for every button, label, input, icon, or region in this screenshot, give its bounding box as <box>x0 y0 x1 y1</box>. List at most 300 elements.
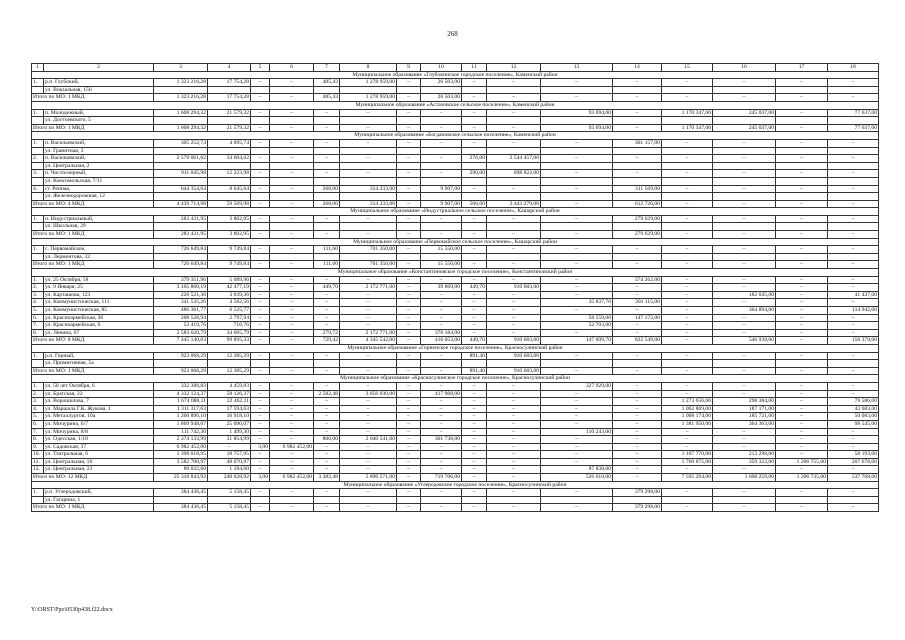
value-cell <box>462 253 487 261</box>
value-cell: – <box>251 405 270 413</box>
address-cell: р.п. Углеродовский, <box>44 489 154 497</box>
value-cell <box>662 117 713 125</box>
value-cell <box>613 253 662 261</box>
value-cell: – <box>613 352 662 360</box>
table-row <box>32 246 879 254</box>
value-cell: 384 436,45 <box>154 489 208 497</box>
municipality-heading: Муниципальное образование «Глубокинское городское поселение», Каменский район <box>32 71 879 79</box>
value-cell: 2 544 457,00 <box>487 155 541 163</box>
table-row <box>32 314 879 322</box>
address-cell: с. Первомайское, <box>44 246 154 254</box>
value-cell: – <box>421 451 462 459</box>
section-heading-row <box>32 238 879 246</box>
column-number: 3 <box>154 64 208 72</box>
value-cell: – <box>340 314 397 322</box>
value-cell: – <box>462 291 487 299</box>
value-cell <box>613 496 662 504</box>
value-cell: 283 431,95 <box>154 215 208 223</box>
value-cell: – <box>340 398 397 406</box>
section-heading-row <box>32 375 879 383</box>
value-cell: – <box>613 443 662 451</box>
total-cell: – <box>541 231 613 239</box>
value-cell: 279 629,00 <box>613 215 662 223</box>
total-cell: 3,00 <box>251 474 270 482</box>
value-cell: – <box>613 155 662 163</box>
value-cell <box>776 86 828 94</box>
total-cell: – <box>270 504 314 512</box>
total-cell: – <box>487 124 541 132</box>
total-cell: 612 726,00 <box>613 200 662 208</box>
value-cell: – <box>487 322 541 330</box>
value-cell <box>776 496 828 504</box>
value-cell: 2 579 061,62 <box>154 155 208 163</box>
value-cell: – <box>828 170 879 178</box>
value-cell: – <box>462 307 487 315</box>
total-cell: – <box>662 337 713 345</box>
municipality-heading: Муниципальное образование «Индустриальное сельское поселение», Кашарский район <box>32 208 879 216</box>
value-cell: – <box>613 109 662 117</box>
value-cell <box>613 177 662 185</box>
value-cell: 35 837,70 <box>541 299 613 307</box>
value-cell: – <box>340 170 397 178</box>
municipality-heading: Муниципальное образование «Астаховское сельское поселение», Каменский район <box>32 101 879 109</box>
total-cell: 111,60 <box>314 261 340 269</box>
value-cell: – <box>270 458 314 466</box>
value-cell <box>541 360 613 368</box>
value-cell: – <box>828 185 879 193</box>
row-number: 6. <box>32 420 44 428</box>
total-cell: 5 158,45 <box>208 504 251 512</box>
value-cell <box>270 86 314 94</box>
value-cell: – <box>397 436 421 444</box>
value-cell: 3 165 800,19 <box>154 284 208 292</box>
total-cell: – <box>713 231 776 239</box>
value-cell <box>613 193 662 201</box>
value-cell: – <box>613 246 662 254</box>
value-cell: 311 569,00 <box>613 185 662 193</box>
value-cell: – <box>270 352 314 360</box>
total-cell: – <box>487 474 541 482</box>
total-cell: 240 028,92 <box>208 474 251 482</box>
value-cell: – <box>462 329 487 337</box>
total-cell: – <box>828 231 879 239</box>
value-cell: – <box>340 413 397 421</box>
value-cell: – <box>613 322 662 330</box>
total-cell: 416 053,00 <box>421 337 462 345</box>
value-cell: – <box>270 215 314 223</box>
value-cell: – <box>251 79 270 87</box>
row-number: 1. <box>32 109 44 117</box>
row-number <box>32 177 44 185</box>
value-cell <box>462 86 487 94</box>
value-cell: – <box>251 284 270 292</box>
column-number: 18 <box>828 64 879 72</box>
address-cell: ул. Центральная, 2 <box>44 162 154 170</box>
value-cell: – <box>541 307 613 315</box>
value-cell: – <box>462 428 487 436</box>
file-path-footer: Y:\ORST\Ppo\0530p438.f22.docx <box>31 607 113 613</box>
value-cell: – <box>828 284 879 292</box>
value-cell: – <box>421 276 462 284</box>
value-cell: – <box>462 139 487 147</box>
value-cell: – <box>397 276 421 284</box>
value-cell: 1 499,30 <box>208 428 251 436</box>
value-cell: 15 550,00 <box>421 246 462 254</box>
total-cell: 9 907,00 <box>421 200 462 208</box>
value-cell: 716,76 <box>208 322 251 330</box>
value-cell: – <box>776 466 828 474</box>
row-number: 11. <box>32 458 44 466</box>
total-cell: 77 637,00 <box>828 124 879 132</box>
total-cell: 283 431,95 <box>154 231 208 239</box>
address-cell: ул. Примитивная, 5а <box>44 360 154 368</box>
value-cell: – <box>487 215 541 223</box>
value-cell: – <box>462 185 487 193</box>
value-cell: 314 233,00 <box>340 185 397 193</box>
value-cell <box>662 496 713 504</box>
value-cell <box>251 223 270 231</box>
value-cell <box>340 117 397 125</box>
value-cell: – <box>397 185 421 193</box>
total-cell: – <box>662 94 713 102</box>
municipality-heading: Муниципальное образование «Первомайское сельское поселение», Кашарский район <box>32 238 879 246</box>
value-cell <box>713 223 776 231</box>
value-cell: 923 068,29 <box>154 352 208 360</box>
value-cell: – <box>713 185 776 193</box>
value-cell: – <box>251 420 270 428</box>
total-cell: 17 754,28 <box>208 94 251 102</box>
value-cell: – <box>662 390 713 398</box>
row-number: 3. <box>32 398 44 406</box>
value-cell <box>828 162 879 170</box>
value-cell: 364 363,00 <box>713 420 776 428</box>
value-cell: 1 381 950,00 <box>662 420 713 428</box>
value-cell: 1 170 347,00 <box>662 109 713 117</box>
value-cell: – <box>828 155 879 163</box>
total-cell: – <box>776 504 828 512</box>
table-row <box>32 443 879 451</box>
value-cell <box>462 223 487 231</box>
value-cell <box>314 223 340 231</box>
total-cell: 485,43 <box>314 94 340 102</box>
value-cell: 213 298,00 <box>713 451 776 459</box>
value-cell: – <box>541 443 613 451</box>
value-cell: 1 323 216,28 <box>154 79 208 87</box>
address-cell: ул. 9 Января, 25 <box>44 284 154 292</box>
total-cell: 59 569,98 <box>208 200 251 208</box>
table-row <box>32 284 879 292</box>
value-cell: 26 503,00 <box>421 79 462 87</box>
total-cell: 729,42 <box>314 337 340 345</box>
value-cell: – <box>462 458 487 466</box>
total-cell: 21 579,32 <box>208 124 251 132</box>
value-cell: – <box>397 398 421 406</box>
row-number <box>32 360 44 368</box>
address-cell: п. Молодежный, <box>44 109 154 117</box>
value-cell: 87 838,00 <box>541 466 613 474</box>
value-cell: – <box>828 322 879 330</box>
total-cell: – <box>828 94 879 102</box>
value-cell: 910 683,00 <box>487 284 541 292</box>
value-cell <box>421 86 462 94</box>
address-continuation-row <box>32 496 879 504</box>
total-cell: – <box>462 261 487 269</box>
value-cell: – <box>251 109 270 117</box>
value-cell: – <box>340 291 397 299</box>
value-cell <box>154 177 208 185</box>
value-cell <box>662 147 713 155</box>
section-heading-row <box>32 344 879 352</box>
value-cell: 911 045,98 <box>154 170 208 178</box>
value-cell: – <box>776 79 828 87</box>
value-cell <box>340 162 397 170</box>
value-cell: 279,72 <box>314 329 340 337</box>
value-cell <box>828 496 879 504</box>
value-cell: – <box>314 314 340 322</box>
total-cell: 1 323 216,28 <box>154 94 208 102</box>
value-cell: – <box>421 458 462 466</box>
address-cell: ул. Достоевского, 5 <box>44 117 154 125</box>
value-cell: – <box>776 109 828 117</box>
value-cell: – <box>340 322 397 330</box>
value-cell: – <box>713 352 776 360</box>
value-cell: 18 757,95 <box>208 451 251 459</box>
value-cell: 2 172 771,00 <box>340 284 397 292</box>
value-cell: – <box>462 413 487 421</box>
value-cell: – <box>421 155 462 163</box>
value-cell: 48 070,97 <box>208 458 251 466</box>
value-cell <box>487 360 541 368</box>
address-cell: ул. Гранитная, 3 <box>44 147 154 155</box>
value-cell <box>541 177 613 185</box>
value-cell: – <box>713 443 776 451</box>
value-cell: 41 437,00 <box>828 291 879 299</box>
value-cell: – <box>462 390 487 398</box>
value-cell: 185 721,00 <box>713 413 776 421</box>
address-cell: ст. Репная, <box>44 185 154 193</box>
table-row <box>32 489 879 497</box>
total-cell: 822 549,00 <box>613 337 662 345</box>
value-cell: 485,43 <box>314 79 340 87</box>
value-cell: – <box>314 299 340 307</box>
total-cell: – <box>713 367 776 375</box>
total-cell: – <box>251 504 270 512</box>
value-cell: – <box>270 489 314 497</box>
value-cell <box>340 193 397 201</box>
value-cell: – <box>487 109 541 117</box>
value-cell <box>421 360 462 368</box>
value-cell: 1 107 770,00 <box>662 451 713 459</box>
total-cell: – <box>397 367 421 375</box>
value-cell: – <box>340 451 397 459</box>
value-cell: – <box>251 246 270 254</box>
value-cell: – <box>713 215 776 223</box>
value-cell: – <box>662 185 713 193</box>
value-cell: – <box>713 276 776 284</box>
value-cell: 22 462,11 <box>208 398 251 406</box>
value-cell: – <box>314 405 340 413</box>
column-number: 2 <box>44 64 154 72</box>
value-cell <box>828 147 879 155</box>
value-cell: – <box>270 246 314 254</box>
value-cell: – <box>541 139 613 147</box>
value-cell: – <box>541 390 613 398</box>
value-cell: 111 742,30 <box>154 428 208 436</box>
value-cell: 5 158,45 <box>208 489 251 497</box>
value-cell: – <box>776 352 828 360</box>
row-number: 5. <box>32 307 44 315</box>
value-cell <box>208 496 251 504</box>
address-cell: ул. Красноармейская, 36 <box>44 314 154 322</box>
value-cell: 9 907,00 <box>421 185 462 193</box>
value-cell: 79 586,00 <box>828 398 879 406</box>
total-cell: – <box>270 337 314 345</box>
value-cell: – <box>314 352 340 360</box>
value-cell: – <box>613 329 662 337</box>
value-cell <box>487 177 541 185</box>
municipality-heading: Муниципальное образование «Константиновское городское поселение», Константиновский район <box>32 269 879 277</box>
value-cell <box>314 177 340 185</box>
column-number: 15 <box>662 64 713 72</box>
value-cell <box>462 360 487 368</box>
address-continuation-row <box>32 86 879 94</box>
total-cell: 891,40 <box>462 367 487 375</box>
value-cell <box>340 177 397 185</box>
value-cell <box>713 193 776 201</box>
value-cell <box>662 162 713 170</box>
total-cell: – <box>828 504 879 512</box>
value-cell: – <box>662 215 713 223</box>
total-cell: – <box>776 94 828 102</box>
value-cell: – <box>462 276 487 284</box>
value-cell: – <box>662 276 713 284</box>
total-cell: 5 896 571,00 <box>340 474 397 482</box>
value-cell: – <box>662 307 713 315</box>
value-cell <box>154 496 208 504</box>
value-cell: – <box>462 322 487 330</box>
value-cell: – <box>251 314 270 322</box>
value-cell: – <box>713 382 776 390</box>
total-cell: – <box>270 200 314 208</box>
value-cell: 2 582,48 <box>314 390 340 398</box>
total-cell: – <box>397 94 421 102</box>
value-cell: – <box>270 390 314 398</box>
value-cell: – <box>270 413 314 421</box>
value-cell: 58 559,00 <box>541 314 613 322</box>
value-cell: – <box>397 155 421 163</box>
value-cell: 93 694,00 <box>541 109 613 117</box>
table-row <box>32 382 879 390</box>
value-cell <box>251 360 270 368</box>
total-cell: – <box>613 94 662 102</box>
value-cell: 800,00 <box>314 436 340 444</box>
value-cell: 301 738,00 <box>421 436 462 444</box>
value-cell: – <box>776 215 828 223</box>
value-cell: – <box>487 458 541 466</box>
value-cell <box>462 496 487 504</box>
value-cell: – <box>828 489 879 497</box>
value-cell: 34 604,62 <box>208 155 251 163</box>
value-cell: – <box>487 390 541 398</box>
address-cell: п. Васильевский, <box>44 139 154 147</box>
table-row <box>32 276 879 284</box>
total-cell: – <box>397 231 421 239</box>
value-cell <box>487 117 541 125</box>
total-cell: 15 550,00 <box>421 261 462 269</box>
value-cell: – <box>397 451 421 459</box>
row-number: 4. <box>32 185 44 193</box>
value-cell: – <box>397 420 421 428</box>
value-cell: – <box>487 185 541 193</box>
value-cell <box>462 117 487 125</box>
value-cell <box>487 86 541 94</box>
value-cell: 53 419,76 <box>154 322 208 330</box>
value-cell <box>421 496 462 504</box>
value-cell: – <box>397 428 421 436</box>
value-cell: – <box>270 466 314 474</box>
value-cell: – <box>613 436 662 444</box>
total-cell: 1 170 347,00 <box>662 124 713 132</box>
value-cell: 1 869 948,07 <box>154 420 208 428</box>
value-cell: – <box>462 109 487 117</box>
value-cell: 42 477,19 <box>208 284 251 292</box>
total-cell: 93 694,00 <box>541 124 613 132</box>
value-cell: 449,70 <box>462 284 487 292</box>
total-cell: – <box>541 367 613 375</box>
value-cell <box>541 147 613 155</box>
table-row <box>32 291 879 299</box>
value-cell: – <box>251 329 270 337</box>
value-cell: – <box>613 382 662 390</box>
total-cell: 379 298,00 <box>613 504 662 512</box>
total-cell: – <box>828 261 879 269</box>
value-cell <box>713 496 776 504</box>
value-cell: – <box>340 428 397 436</box>
value-cell: – <box>314 398 340 406</box>
row-number: 1. <box>32 276 44 284</box>
value-cell <box>154 253 208 261</box>
value-cell: – <box>462 489 487 497</box>
value-cell: – <box>340 109 397 117</box>
value-cell: – <box>270 382 314 390</box>
value-cell: 58 126,37 <box>208 390 251 398</box>
value-cell: – <box>776 443 828 451</box>
address-cell: р.п. Глубокий, <box>44 79 154 87</box>
total-cell: – <box>487 231 541 239</box>
total-cell: 25 318 843,92 <box>154 474 208 482</box>
value-cell: – <box>487 428 541 436</box>
value-cell: – <box>776 420 828 428</box>
value-cell: – <box>397 79 421 87</box>
value-cell: – <box>270 329 314 337</box>
row-number: 7. <box>32 322 44 330</box>
value-cell: – <box>662 436 713 444</box>
value-cell: – <box>487 451 541 459</box>
total-label: Итого по МО: 1 МКД <box>32 231 154 239</box>
total-cell: – <box>421 124 462 132</box>
value-cell <box>462 147 487 155</box>
value-cell <box>397 223 421 231</box>
total-cell: – <box>662 367 713 375</box>
value-cell: – <box>208 443 251 451</box>
value-cell: 1 194,60 <box>208 466 251 474</box>
value-cell: – <box>776 299 828 307</box>
value-cell: – <box>462 398 487 406</box>
total-cell: – <box>251 200 270 208</box>
value-cell: – <box>462 466 487 474</box>
value-cell: – <box>251 276 270 284</box>
value-cell: – <box>270 322 314 330</box>
